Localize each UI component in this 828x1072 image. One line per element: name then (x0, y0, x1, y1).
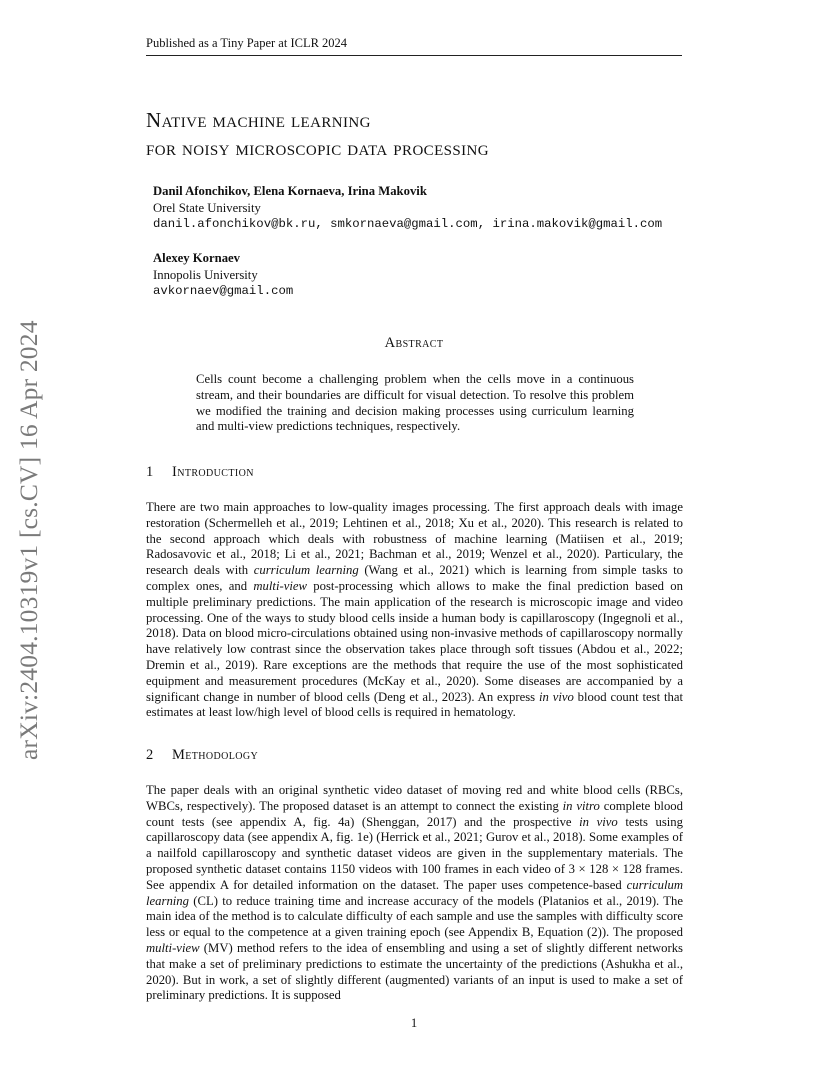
author-names: Danil Afonchikov, Elena Kornaeva, Irina Makovik (153, 184, 427, 198)
text-run: (MV) method refers to the idea of ensembling and using a set of slightly different networks that make a set of preliminary predictions to estimate the uncertainty of the predictions (Ashukha et al., 2020). But in work, a set of slightly different (augmented) variants of an input is used to make a set of preliminary predictions. It is supposed (146, 940, 683, 1003)
author-affiliation: Orel State University (153, 200, 261, 215)
text-run: blood count test that estimates at least low/high level of blood cells is required in hematology. (146, 689, 683, 720)
text-run: complete blood count tests (see appendix A, fig. 4a) (Shenggan, 2017) and the prospective (146, 798, 683, 829)
section-title: Introduction (172, 464, 254, 480)
emphasis-term: in vitro (562, 798, 600, 813)
author-block-1 (153, 183, 753, 233)
author-names: Alexey Kornaev (153, 251, 241, 265)
methodology-paragraph (146, 783, 683, 1004)
title-line-2: for noisy microscopic data processing (146, 136, 489, 160)
emphasis-term: multi-view (146, 940, 200, 955)
emphasis-term: in vivo (579, 814, 618, 829)
page-number: 1 (410, 1016, 418, 1030)
author-emails[interactable]: danil.afonchikov@bk.ru, smkornaeva@gmail.com, irina.makovik@gmail.com (153, 217, 663, 231)
section-number: 1 (146, 464, 154, 480)
text-run: The paper deals with an original synthetic video dataset of moving red and white blood cells (RBCs, WBCs, respectively). The proposed dataset is an attempt to connect the existing (146, 783, 683, 813)
paper-title (146, 106, 686, 162)
author-affiliation: Innopolis University (153, 267, 258, 282)
abstract-text: Cells count become a challenging problem when the cells move in a continuous stream, and their boundaries are difficult for visual detection. To resolve this problem we modified the training and decision making processes using curriculum learning and multi-view predictions techniques, respectively. (196, 372, 634, 434)
arxiv-watermark: arXiv:2404.10319v1 [cs.CV] 16 Apr 2024 (14, 320, 43, 760)
text-run: (Wang et al., 2021) which is learning from simple tasks to complex ones, and (146, 563, 683, 593)
section-title: Methodology (172, 747, 259, 763)
title-line-1: Native machine learning (146, 108, 371, 132)
running-header: Published as a Tiny Paper at ICLR 2024 (146, 36, 682, 56)
author-block-2 (153, 250, 753, 300)
emphasis-term: curriculum learning (253, 563, 359, 578)
emphasis-term: in vivo (538, 689, 574, 704)
text-run: post-processing which allows to make the final prediction based on multiple preliminary predictions. The main application of the research is microscopic image and video processing. One of the ways to study blood cells inside a human body is capillaroscopy (Ingegnoli et al., 2018). Data on blood micro-circulations obtained using non-invasive methods of capillaroscopy normally have relatively low contrast since the observation takes place through soft tissues (Abdou et al., 2022; Dremin et al., 2019). Rare exceptions are the methods that require the use of the most sophisticated equipment and measurement procedures (McKay et al., 2020). Some diseases are accompanied by a significant change in number of blood cells (Deng et al., 2023). An express (146, 578, 683, 704)
emphasis-term: multi-view (253, 578, 307, 593)
text-run: There are two main approaches to low-quality images processing. The first approach deals with image restoration (Schermelleh et al., 2019; Lehtinen et al., 2018; Xu et al., 2020). This research is related to the second approach which deals with robustness of machine learning (Matiisen et al., 2019; Radosavovic et al., 2018; Li et al., 2021; Bachman et al., 2019; Wenzel et al., 2020). Particulary, the research deals with (146, 500, 683, 578)
abstract-heading: Abstract (384, 335, 444, 351)
section-number: 2 (146, 747, 154, 763)
section-heading-introduction (146, 464, 254, 481)
section-heading-methodology (146, 747, 258, 764)
author-emails[interactable]: avkornaev@gmail.com (153, 284, 294, 298)
text-run: (CL) to reduce training time and increase accuracy of the models (Platanios et al., 2019). The main idea of the method is to calculate difficulty of each sample and use the samples with difficulty score less or equal to the competence at a given training epoch (see Appendix B, Equation (2)). The proposed (146, 893, 683, 940)
text-run: tests using capillaroscopy data (see appendix A, fig. 1e) (Herrick et al., 2021; Gurov et al., 2018). Some examples of a nailfold capillaroscopy and synthetic dataset videos are given in the supplementary materials. The proposed synthetic dataset contains 1150 videos with 100 frames in each video of 3 × 128 × 128 frames. See appendix A for detailed information on the dataset. The paper uses competence-based (146, 814, 683, 892)
emphasis-term: curriculum learning (146, 877, 683, 908)
introduction-paragraph (146, 500, 683, 721)
